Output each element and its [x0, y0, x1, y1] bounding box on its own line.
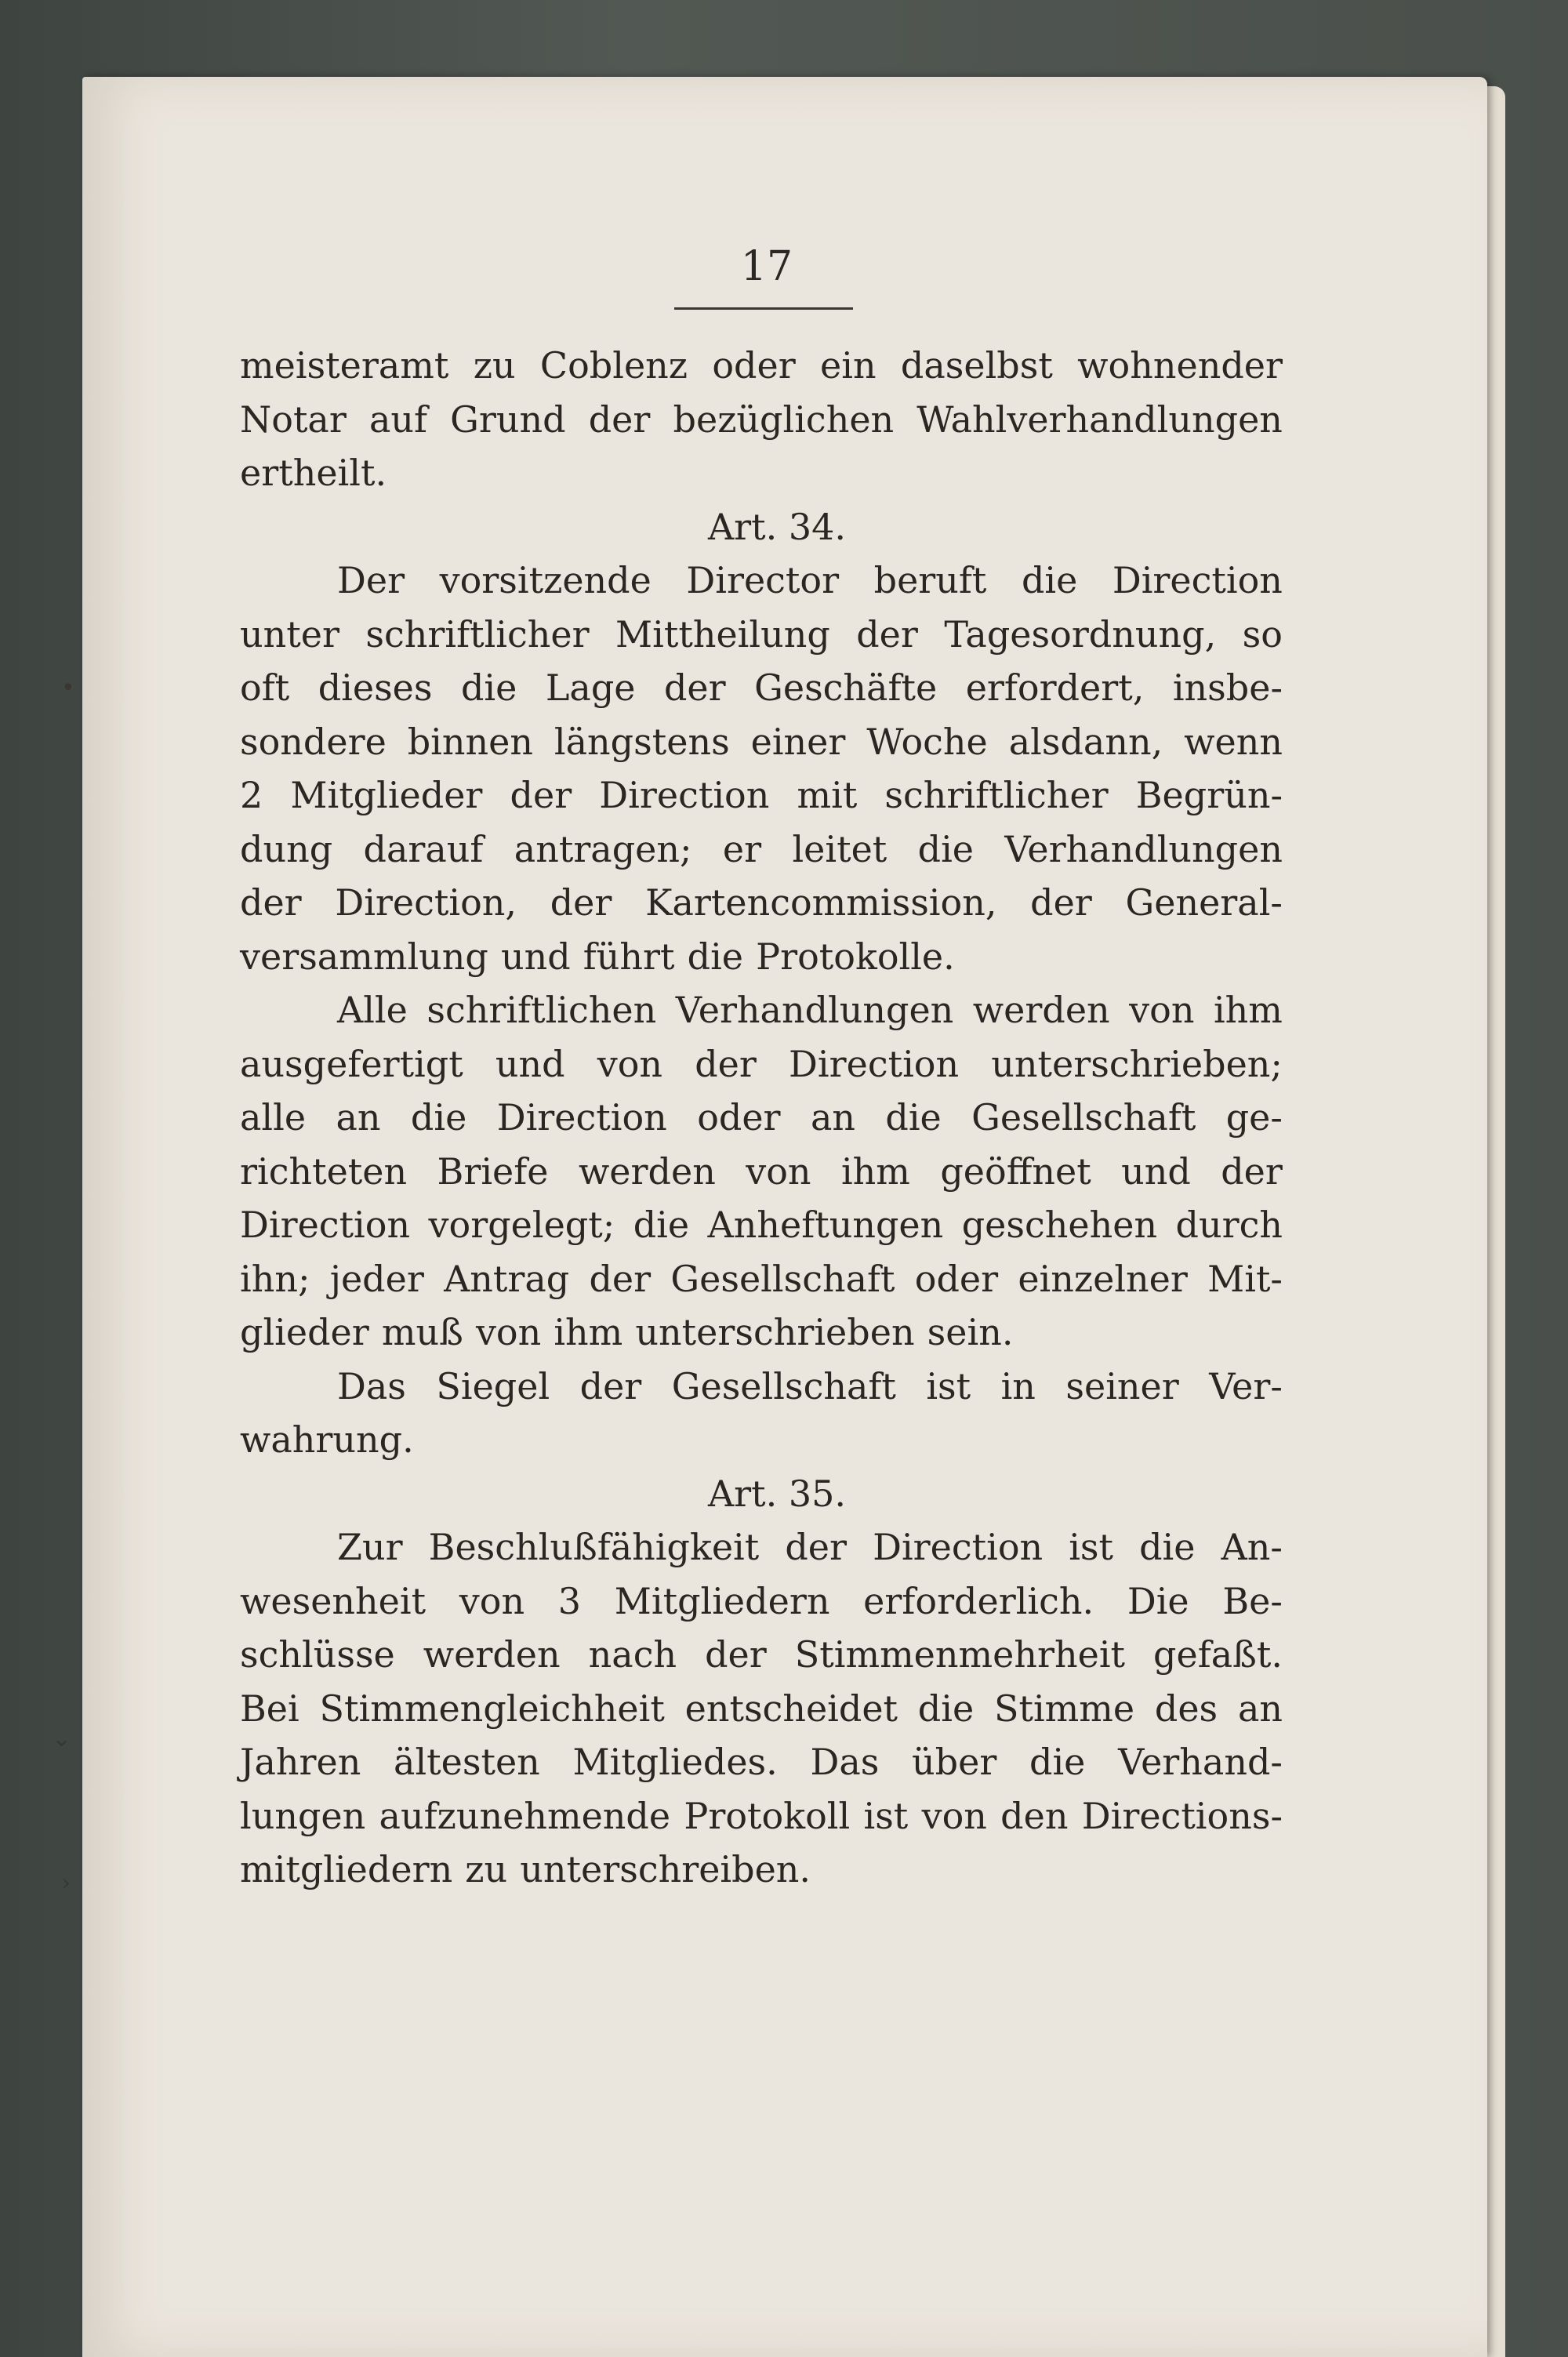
body-text [240, 339, 1283, 1897]
margin-mark: › [61, 1869, 71, 1897]
margin-mark: ⌄ [52, 1725, 72, 1752]
text-line: ihn; jeder Antrag der Gesellschaft oder einzelner Mit- [240, 1257, 1283, 1300]
text-line: schlüsse werden nach der Stimmenmehrheit gefaßt. [240, 1633, 1283, 1676]
text-line: sondere binnen längstens einer Woche alsdann, wenn [240, 720, 1283, 763]
text-line: dung darauf antragen; er leitet die Verhandlungen [240, 827, 1283, 870]
article-heading: Art. 34. [707, 505, 847, 548]
text-line: Direction vorgelegt; die Anheftungen geschehen durch [240, 1204, 1283, 1246]
text-line: richteten Briefe werden von ihm geöffnet und der [240, 1149, 1283, 1193]
text-line: ertheilt. [240, 452, 387, 494]
text-line: wahrung. [240, 1418, 414, 1461]
margin-mark: • [61, 674, 75, 702]
text-line: glieder muß von ihm unterschrieben sein. [240, 1311, 1014, 1353]
text-line: der Direction, der Kartencommission, der General- [240, 881, 1283, 924]
page-number-rule [674, 307, 853, 310]
text-line: oft dieses die Lage der Geschäfte erfordert, insbe- [240, 666, 1283, 709]
text-line: alle an die Direction oder an die Gesellschaft ge- [240, 1096, 1283, 1139]
text-line: meisteramt zu Coblenz oder ein daselbst wohnender [240, 344, 1283, 387]
text-line: lungen aufzunehmende Protokoll ist von den Directions- [240, 1794, 1283, 1837]
text-line: wesenheit von 3 Mitgliedern erforderlich. Die Be- [240, 1579, 1283, 1622]
text-line: Der vorsitzende Director beruft die Direction [337, 559, 1283, 601]
text-line: Bei Stimmengleichheit entscheidet die Stimme des an [240, 1687, 1283, 1730]
text-line: Das Siegel der Gesellschaft ist in seiner Ver- [337, 1364, 1283, 1407]
text-line: Alle schriftlichen Verhandlungen werden von ihm [337, 989, 1283, 1031]
text-line: 2 Mitglieder der Direction mit schriftlicher Begrün- [240, 774, 1283, 816]
text-line: versammlung und führt die Protokolle. [240, 935, 955, 978]
text-line: mitgliedern zu unterschreiben. [240, 1848, 811, 1890]
text-line: Zur Beschlußfähigkeit der Direction ist die An- [337, 1526, 1283, 1568]
text-line: unter schriftlicher Mittheilung der Tagesordnung, so [240, 612, 1283, 656]
page-number: 17 [740, 243, 793, 290]
article-heading: Art. 35. [707, 1472, 847, 1515]
text-line: Notar auf Grund der bezüglichen Wahlverhandlungen [240, 398, 1283, 441]
text-line: ausgefertigt und von der Direction unterschrieben; [240, 1042, 1283, 1085]
text-line: Jahren ältesten Mitgliedes. Das über die Verhand- [240, 1741, 1283, 1783]
